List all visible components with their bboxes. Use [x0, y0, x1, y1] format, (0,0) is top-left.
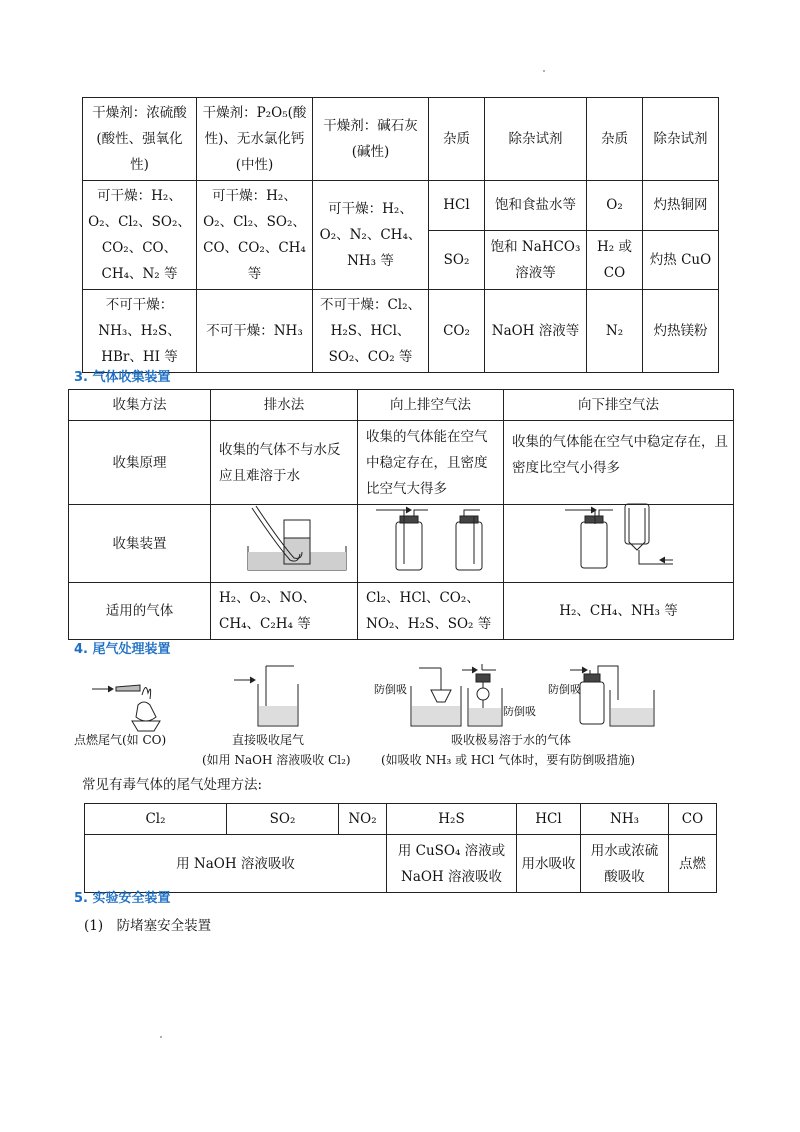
header-sodalime: 干燥剂：碱石灰(碱性) — [313, 98, 429, 181]
label-anti-suckback-3: 防倒吸 — [548, 683, 581, 696]
item-1-anti-clog: (1) 防堵塞安全装置 — [84, 918, 212, 934]
gases-upward: Cl₂、HCl、CO₂、NO₂、H₂S、SO₂ 等 — [358, 583, 504, 640]
impurity-cell: CO₂ — [429, 290, 485, 373]
header-water: 排水法 — [211, 390, 358, 421]
reagent-cell: 灼热铜网 — [643, 181, 719, 231]
label-anti-suckback-1: 防倒吸 — [374, 683, 407, 696]
cannot-dry-p2o5: 不可干燥：NH₃ — [197, 290, 313, 373]
method-hcl: 用水吸收 — [517, 835, 581, 893]
gas-so2: SO₂ — [227, 804, 339, 835]
gas-nh3: NH₃ — [581, 804, 669, 835]
header-impurity: 杂质 — [587, 98, 643, 181]
cannot-dry-sodalime: 不可干燥：Cl₂、H₂S、HCl、SO₂、CO₂ 等 — [313, 290, 429, 373]
row-label-principle: 收集原理 — [69, 421, 211, 505]
method-naoh: 用 NaOH 溶液吸收 — [85, 835, 387, 893]
method-nh3: 用水或浓硫酸吸收 — [581, 835, 669, 893]
principle-water: 收集的气体不与水反应且难溶于水 — [211, 421, 358, 505]
tail-gas-table — [84, 803, 717, 893]
page-mark — [543, 70, 545, 72]
gas-h2s: H₂S — [387, 804, 517, 835]
page-mark — [160, 1036, 162, 1038]
upward-air-apparatus — [370, 502, 510, 572]
reagent-cell: 饱和 NaHCO₃ 溶液等 — [485, 230, 587, 289]
direct-absorption-apparatus — [232, 660, 312, 730]
impurity-cell: N₂ — [587, 290, 643, 373]
header-h2so4: 干燥剂：浓硫酸(酸性、强氧化性) — [83, 98, 197, 181]
bulb-absorption-apparatus — [462, 660, 532, 730]
downward-air-apparatus — [565, 502, 705, 572]
header-reagent: 除杂试剂 — [485, 98, 587, 181]
reagent-cell: 饱和食盐水等 — [485, 181, 587, 231]
caption-soluble: 吸收极易溶于水的气体 — [451, 733, 572, 747]
water-displacement-apparatus — [246, 504, 356, 574]
caption-burn: 点燃尾气(如 CO) — [74, 733, 167, 747]
gas-co: CO — [669, 804, 717, 835]
can-dry-sodalime: 可干燥：H₂、O₂、N₂、CH₄、NH₃ 等 — [313, 181, 429, 290]
header-method: 收集方法 — [69, 390, 211, 421]
header-downward-air: 向下排空气法 — [504, 390, 734, 421]
funnel-absorption-apparatus — [405, 660, 465, 730]
principle-upward: 收集的气体能在空气中稳定存在，且密度比空气大得多 — [358, 421, 504, 505]
method-h2s: 用 CuSO₄ 溶液或 NaOH 溶液吸收 — [387, 835, 517, 893]
header-impurity: 杂质 — [429, 98, 485, 181]
caption-direct-note: (如用 NaOH 溶液吸收 Cl₂) — [202, 753, 351, 767]
caption-direct: 直接吸收尾气 — [232, 733, 305, 747]
burning-apparatus — [90, 665, 180, 735]
section-5-title: 5. 实验安全装置 — [74, 891, 171, 906]
gas-no2: NO₂ — [339, 804, 387, 835]
reagent-cell: NaOH 溶液等 — [485, 290, 587, 373]
label-anti-suckback-2: 防倒吸 — [503, 705, 536, 718]
impurity-cell: SO₂ — [429, 230, 485, 289]
reagent-cell: 灼热 CuO — [643, 230, 719, 289]
row-label-gases: 适用的气体 — [69, 583, 211, 640]
principle-downward: 收集的气体能在空气中稳定存在，且密度比空气小得多 — [504, 421, 734, 505]
section-4-title: 4. 尾气处理装置 — [74, 642, 171, 657]
drying-table — [82, 97, 719, 373]
reagent-cell: 灼热镁粉 — [643, 290, 719, 373]
section-3-title: 3. 气体收集装置 — [74, 370, 171, 385]
can-dry-p2o5: 可干燥：H₂、O₂、Cl₂、SO₂、CO、CO₂、CH₄ 等 — [197, 181, 313, 290]
row-label-apparatus: 收集装置 — [69, 505, 211, 583]
safety-bottle-apparatus — [570, 660, 680, 730]
gas-cl2: Cl₂ — [85, 804, 227, 835]
gases-water: H₂、O₂、NO、CH₄、C₂H₄ 等 — [211, 583, 358, 640]
impurity-cell: H₂ 或 CO — [587, 230, 643, 289]
method-co: 点燃 — [669, 835, 717, 893]
impurity-cell: O₂ — [587, 181, 643, 231]
can-dry-h2so4: 可干燥：H₂、O₂、Cl₂、SO₂、CO₂、CO、CH₄、N₂ 等 — [83, 181, 197, 290]
cannot-dry-h2so4: 不可干燥：NH₃、H₂S、HBr、HI 等 — [83, 290, 197, 373]
header-reagent: 除杂试剂 — [643, 98, 719, 181]
methods-intro: 常见有毒气体的尾气处理方法: — [82, 777, 263, 793]
gas-hcl: HCl — [517, 804, 581, 835]
impurity-cell: HCl — [429, 181, 485, 231]
caption-soluble-note: (如吸收 NH₃ 或 HCl 气体时，要有防倒吸措施) — [381, 753, 635, 767]
header-upward-air: 向上排空气法 — [358, 390, 504, 421]
gases-downward: H₂、CH₄、NH₃ 等 — [504, 583, 734, 640]
header-p2o5: 干燥剂：P₂O₅(酸性)、无水氯化钙(中性) — [197, 98, 313, 181]
